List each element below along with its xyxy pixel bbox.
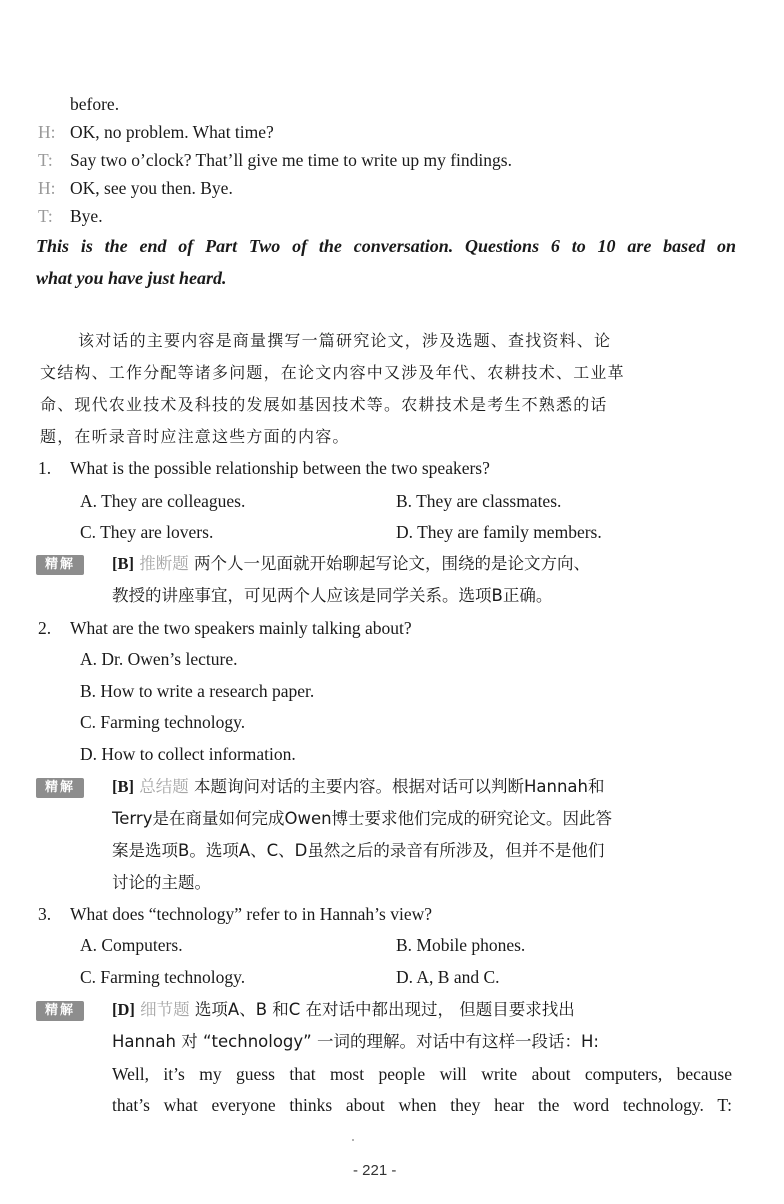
explanation-line: Well, it’s my guess that most people will write about computers, because: [112, 1064, 732, 1084]
option-a: A. Computers.: [80, 935, 183, 955]
option-c: C. They are lovers.: [80, 522, 214, 542]
speaker-label: T:: [38, 150, 53, 170]
dialogue-text: Bye.: [70, 206, 103, 226]
speaker-label: H:: [38, 122, 56, 142]
dialogue-line: [38, 149, 512, 171]
question-type-tag: 总结题: [139, 777, 189, 796]
option-a: A. Dr. Owen’s lecture.: [80, 649, 238, 669]
dialogue-line: [38, 121, 274, 143]
explanation-badge: 精解: [36, 778, 84, 798]
question-type-tag: 细节题: [140, 1000, 190, 1019]
explanation-line: Terry是在商量如何完成Owen博士要求他们完成的研究论文。因此答: [112, 809, 613, 828]
option-a: A. They are colleagues.: [80, 491, 246, 511]
option-b: B. How to write a research paper.: [80, 681, 315, 701]
explanation-line: 案是选项B。选项A、C、D虽然之后的录音有所涉及，但并不是他们: [112, 841, 605, 860]
option-d: D. They are family members.: [396, 522, 602, 542]
question-number: 3.: [38, 904, 52, 924]
summary-line: 该对话的主要内容是商量撰写一篇研究论文，涉及选题、查找资料、论: [78, 331, 612, 350]
explanation-text: 两个人一见面就开始聊起写论文，围绕的是论文方向、: [194, 554, 590, 573]
option-c: C. Farming technology.: [80, 712, 246, 732]
option-b: B. Mobile phones.: [396, 935, 526, 955]
summary-line: 题，在听录音时应注意这些方面的内容。: [40, 427, 350, 446]
option-c: C. Farming technology.: [80, 967, 246, 987]
explanation-text: 选项A、B 和C 在对话中都出现过， 但题目要求找出: [194, 1000, 575, 1019]
question-text: What is the possible relationship between the two speakers?: [70, 458, 490, 478]
explanation-badge: 精解: [36, 1001, 84, 1021]
question-text: What does “technology” refer to in Hannah’s view?: [70, 904, 433, 924]
answer-label: [D]: [112, 1000, 135, 1019]
explanation-line: [112, 775, 605, 799]
explanation-line: 教授的讲座事宜，可见两个人应该是同学关系。选项B正确。: [112, 586, 553, 605]
summary-line: 命、现代农业技术及科技的发展如基因技术等。农耕技术是考生不熟悉的话: [40, 395, 608, 414]
question-text: What are the two speakers mainly talking about?: [70, 618, 412, 638]
speaker-label: H:: [38, 178, 56, 198]
dialogue-line: [38, 205, 103, 227]
dialogue-line: [38, 177, 233, 199]
question-type-tag: 推断题: [139, 554, 189, 573]
explanation-text: 本题询问对话的主要内容。根据对话可以判断Hannah和: [194, 777, 605, 796]
scan-speck: [352, 1139, 354, 1141]
dialogue-text: OK, see you then. Bye.: [70, 178, 233, 198]
page-number: - 221 -: [353, 1162, 397, 1179]
end-note-line-1: This is the end of Part Two of the conversation. Questions 6 to 10 are based on: [36, 236, 736, 256]
dialogue-text: Say two o’clock? That’ll give me time to write up my findings.: [70, 150, 512, 170]
option-d: D. A, B and C.: [396, 967, 500, 987]
explanation-line: that’s what everyone thinks about when they hear the word technology. T:: [112, 1095, 732, 1115]
option-b: B. They are classmates.: [396, 491, 562, 511]
explanation-line: [112, 552, 590, 576]
explanation-line: 讨论的主题。: [112, 873, 211, 892]
speaker-label: T:: [38, 206, 53, 226]
dialogue-text: OK, no problem. What time?: [70, 122, 274, 142]
explanation-badge: 精解: [36, 555, 84, 575]
answer-label: [B]: [112, 554, 134, 573]
question-number: 1.: [38, 458, 52, 478]
explanation-line: Hannah 对 “technology” 一词的理解。对话中有这样一段话：H:: [112, 1032, 599, 1051]
option-d: D. How to collect information.: [80, 744, 296, 764]
summary-line: 文结构、工作分配等诸多问题，在论文内容中又涉及年代、农耕技术、工业革: [40, 363, 625, 382]
dialogue-line: before.: [70, 94, 120, 114]
explanation-line: [112, 998, 575, 1022]
answer-label: [B]: [112, 777, 134, 796]
question-number: 2.: [38, 618, 52, 638]
end-note-line-2: what you have just heard.: [36, 268, 227, 288]
